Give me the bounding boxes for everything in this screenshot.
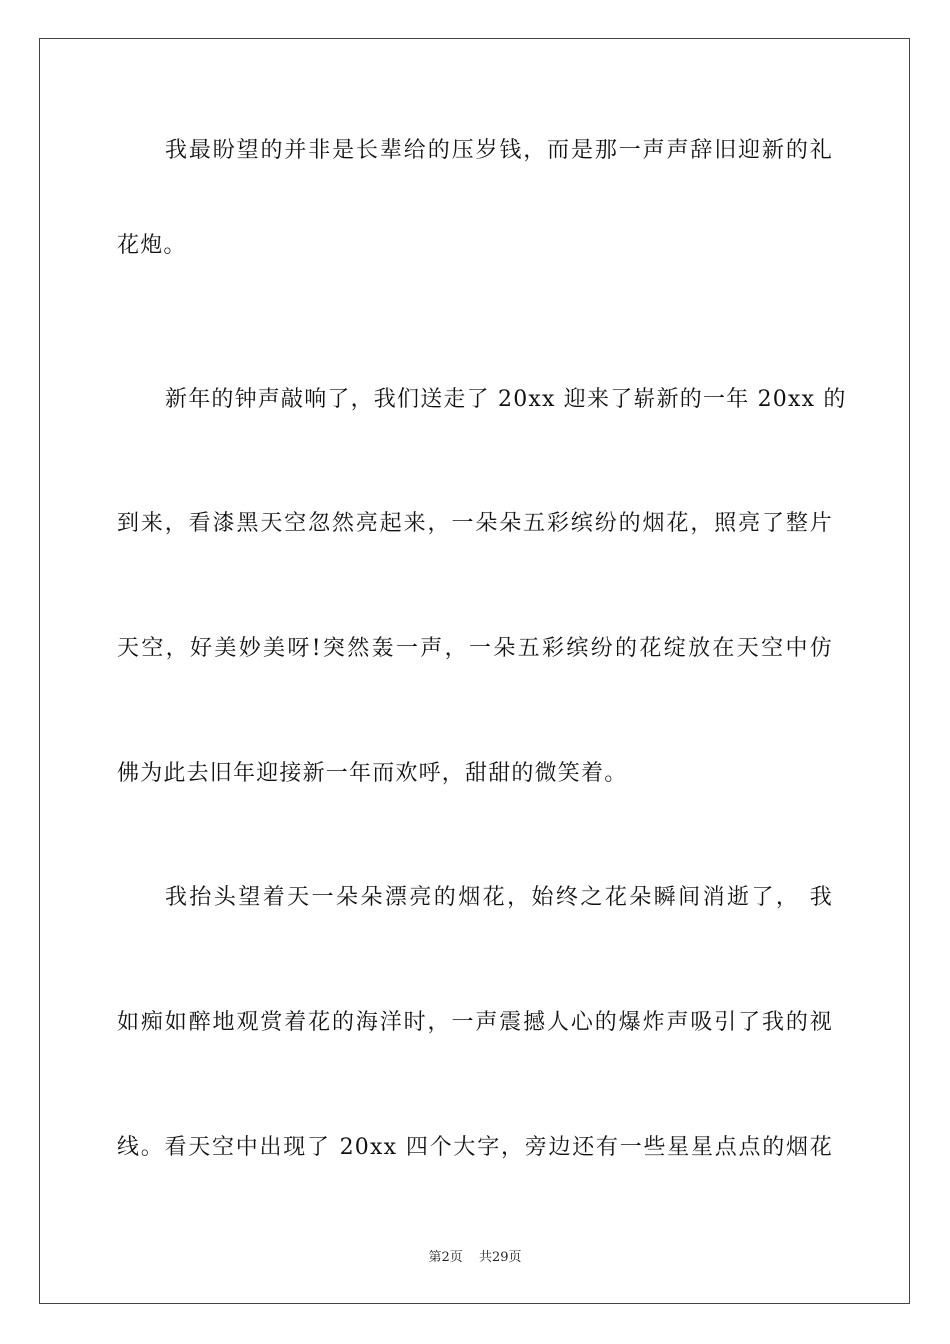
text-line-7: 我抬头望着天一朵朵漂亮的烟花，始终之花朵瞬间消逝了， 我	[165, 885, 833, 910]
page-number: 第2页	[428, 1250, 463, 1265]
page-footer	[0, 1248, 950, 1268]
page-frame	[39, 38, 910, 1304]
text-line-2: 花炮。	[117, 233, 187, 258]
text-line-9: 线。看天空中出现了 20xx 四个大字，旁边还有一些星星点点的烟花	[117, 1135, 833, 1160]
text-line-6: 佛为此去旧年迎接新一年而欢呼，甜甜的微笑着。	[117, 761, 628, 786]
text-line-1: 我最盼望的并非是长辈给的压岁钱，而是那一声声辞旧迎新的礼	[165, 138, 833, 163]
text-line-5: 天空，好美妙美呀!突然轰一声，一朵五彩缤纷的花绽放在天空中仿	[117, 636, 833, 661]
text-line-8: 如痴如醉地观赏着花的海洋时，一声震撼人心的爆炸声吸引了我的视	[117, 1010, 833, 1035]
page-total: 共29页	[478, 1250, 522, 1265]
text-line-4: 到来，看漆黑天空忽然亮起来，一朵朵五彩缤纷的烟花，照亮了整片	[117, 511, 833, 536]
text-line-3: 新年的钟声敲响了，我们送走了 20xx 迎来了崭新的一年 20xx 的	[165, 387, 847, 412]
